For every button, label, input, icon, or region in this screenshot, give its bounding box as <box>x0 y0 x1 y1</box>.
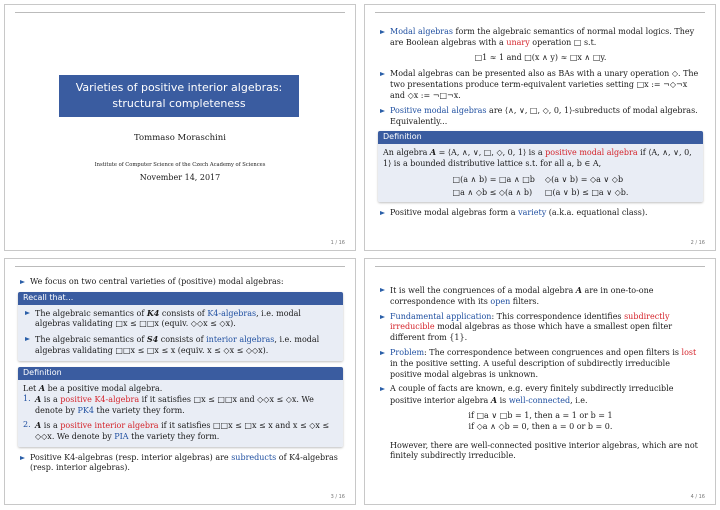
slide-header-rule <box>15 12 345 13</box>
bullet-diamond-presentation: Modal algebras can be presented also as BAs with a unary operation ◇. The two presentations produce term-equivalent varieties setting □x := ¬◇¬x and ◇x := ¬□¬x. <box>378 69 703 101</box>
bullet-variety: Positive modal algebras form a variety (a.k.a. equational class). <box>378 208 703 219</box>
recall-item-s4: The algebraic semantics of S4 consists of interior algebras, i.e. modal algebras validating □□x ≤ □x ≤ x (equiv. x ≤ ◇x ≤ ◇◇x). <box>23 334 338 357</box>
recall-item-k4: The algebraic semantics of K4 consists of K4-algebras, i.e. modal algebras validating □x ≤ □□x (equiv. ◇◇x ≤ ◇x). <box>23 308 338 331</box>
page-number: 1 / 16 <box>330 240 345 246</box>
bullet-known-facts: A couple of facts are known, e.g. every finitely subdirectly irreducible positive interior algebra A is well-connected, i.e. <box>378 384 703 407</box>
definition-item-pia: 2. A is a positive interior algebra if it satisfies □□x ≤ □x ≤ x and x ≤ ◇x ≤ ◇◇x. We denote by PIA the variety they form. <box>23 419 330 441</box>
definition-item-pk4: 1. A is a positive K4-algebra if it satisfies □x ≤ □□x and ◇◇x ≤ ◇x. We denote by PK4 the variety they form. <box>23 394 314 416</box>
title-line-1: Varieties of positive interior algebras: <box>75 81 283 94</box>
recall-block <box>18 292 343 361</box>
title-box <box>59 75 299 117</box>
bullet-congruences: It is well the congruences of a modal algebra A are in one-to-one correspondence with its open filters. <box>378 285 703 308</box>
slide-header-rule <box>375 266 705 267</box>
page-number: 2 / 16 <box>690 240 705 246</box>
equation: □a ∧ ◇b ≤ ◇(a ∧ b) <box>452 187 533 197</box>
recall-header: Recall that... <box>18 292 343 305</box>
definition-text: An algebra A = ⟨A, ∧, ∨, □, ◇, 0, 1⟩ is a positive modal algebra if ⟨A, ∧, ∨, 0, 1⟩ is a bounded distributive lattice s.t. for all a, b ∈ A, <box>383 147 692 168</box>
definition-header: Definition <box>18 367 343 380</box>
page-number: 4 / 16 <box>690 494 705 500</box>
bullet-subreducts: Positive K4-algebras (resp. interior algebras) are subreducts of K4-algebras (resp. interior algebras). <box>18 453 343 475</box>
slide-header-rule <box>15 266 345 267</box>
term-modal-algebras: Modal algebras <box>390 27 454 36</box>
definition-header: Definition <box>378 131 703 144</box>
definition-block <box>18 367 343 447</box>
equation-box-axioms: □1 ≈ 1 and □(x ∧ y) ≈ □x ∧ □y. <box>474 52 607 62</box>
date: November 14, 2017 <box>139 173 221 182</box>
institute: Institute of Computer Science of the Czech Academy of Sciences <box>94 162 266 168</box>
slide-1 <box>4 4 356 251</box>
slide-2 <box>364 4 716 251</box>
definition-equations <box>383 175 698 199</box>
definition-intro: Let A be a positive modal algebra. <box>23 382 163 393</box>
title-line-2: structural completeness <box>112 97 246 110</box>
author: Tommaso Moraschini <box>134 133 226 143</box>
equation: □(a ∨ b) ≤ □a ∨ ◇b. <box>544 187 629 197</box>
slide-4 <box>364 258 716 505</box>
bullet-positive-modal: Positive modal algebras are ⟨∧, ∨, □, ◇, 0, 1⟩-subreducts of modal algebras. Equivalently... <box>378 106 703 128</box>
slide-header-rule <box>375 12 705 13</box>
slide-3 <box>4 258 356 505</box>
equation: □(a ∧ b) = □a ∧ □b <box>452 174 535 184</box>
page-number: 3 / 16 <box>330 494 345 500</box>
condition-box: if □a ∨ □b = 1, then a = 1 or b = 1 <box>468 410 613 420</box>
bullet-problem: Problem: The correspondence between congruences and open filters is lost in the positive setting. A useful description of subdirectly irreducible positive modal algebras is unknown. <box>378 348 703 380</box>
bullet-fundamental-application: Fundamental application: This correspondence identifies subdirectly irreducible modal algebras as those which have a smallest open filter different from {1}. <box>378 312 703 344</box>
condition-diamond: if ◇a ∧ ◇b = 0, then a = 0 or b = 0. <box>468 421 613 431</box>
definition-block <box>378 131 703 202</box>
bullet-two-varieties: We focus on two central varieties of (positive) modal algebras: <box>18 277 343 288</box>
bullet-modal-algebras: Modal algebras form the algebraic semantics of normal modal logics. They are Boolean algebras with a unary operation □ s.t. <box>378 27 703 49</box>
equation: ◇(a ∨ b) = ◇a ∨ ◇b <box>544 174 624 184</box>
closing-remark: However, there are well-connected positive interior algebras, which are not finitely subdirectly irreducible. <box>390 440 698 461</box>
